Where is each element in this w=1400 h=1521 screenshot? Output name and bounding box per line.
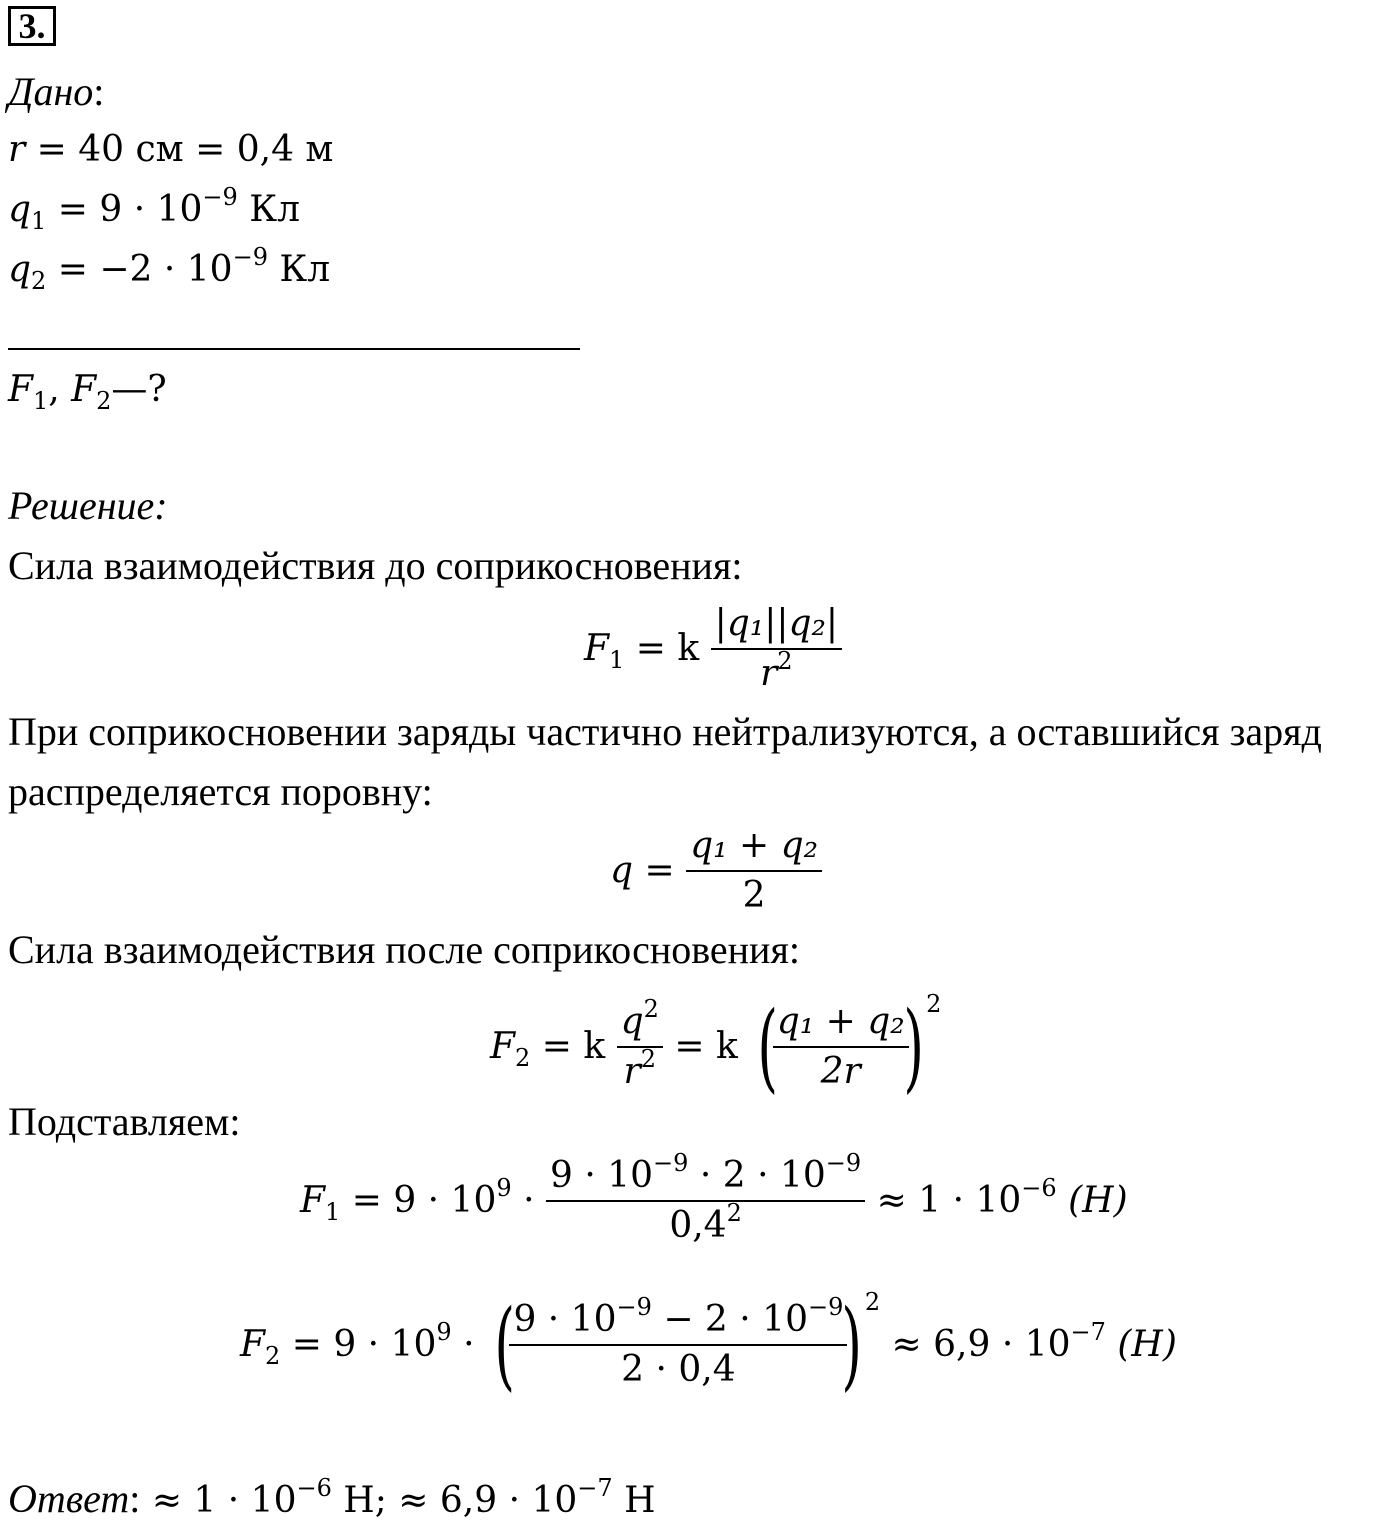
f2g-lhs: F	[490, 1026, 515, 1067]
f2n-approx-exp: −7	[1070, 1318, 1106, 1346]
f2n-num-a: 9 · 10	[513, 1299, 617, 1340]
f2g-inner-num: q₁ + q₂	[773, 1002, 909, 1048]
f2n-eq-exp: 9	[436, 1318, 452, 1346]
given-divider	[8, 348, 580, 350]
f1n-approx: ≈ 1 · 10	[876, 1180, 1022, 1221]
answer-a-unit: Н; ≈ 6,9 · 10	[331, 1480, 578, 1521]
solution-text-2a: При соприкосновении заряды частично нейтрализуются, а оставшийся заряд	[8, 709, 1322, 754]
f1n-num-b-exp: −9	[825, 1149, 862, 1177]
f2g-open-paren: (	[757, 991, 779, 1103]
given-q1	[8, 183, 300, 235]
given-q2-sub: 2	[31, 267, 47, 295]
solution-label: Решение:	[8, 483, 168, 528]
solution-text-4: Подставляем:	[8, 1099, 241, 1144]
f2g-lhs-sub: 2	[514, 1044, 531, 1072]
f1n-num-a-exp: −9	[653, 1149, 689, 1177]
given-q2	[8, 243, 331, 295]
f2g-inner-den: 2r	[820, 1051, 861, 1092]
f1g-den-exp: 2	[777, 647, 793, 675]
qg-numerator: q₁ + q₂	[686, 826, 822, 872]
f2n-fraction	[509, 1293, 847, 1390]
f1n-num-b: · 2 · 10	[688, 1155, 826, 1196]
f1g-lhs: F	[584, 628, 609, 669]
given-r-value: = 40 см = 0,4 м	[25, 129, 334, 170]
f2g-outer-exp: 2	[926, 990, 942, 1018]
given-q1-unit: Кл	[237, 189, 300, 230]
find-tail: —?	[111, 369, 167, 410]
qg-fraction	[686, 826, 822, 916]
given-q1-sub: 1	[31, 207, 47, 235]
f1g-fraction	[711, 604, 842, 694]
f2g-num-symbol: q	[620, 1001, 644, 1042]
f2n-open-paren: (	[494, 1289, 516, 1401]
solution-text-1: Сила взаимодействия до соприкосновения:	[8, 543, 743, 588]
f1n-lhs-sub: 1	[324, 1198, 341, 1226]
f2g-eq2: = k	[674, 1026, 738, 1067]
f1n-fraction	[546, 1149, 865, 1246]
f1g-eq: = k	[624, 628, 700, 669]
f2g-eq: = k	[530, 1026, 606, 1067]
answer-line	[8, 1468, 656, 1521]
given-q2-symbol: q	[8, 249, 32, 290]
f2n-dot: ·	[451, 1324, 475, 1365]
find-line	[8, 369, 167, 415]
problem-number: 3.	[8, 6, 56, 46]
answer-label: Ответ	[8, 1476, 130, 1521]
f2n-lhs-sub: 2	[264, 1342, 281, 1370]
f1g-lhs-sub: 1	[608, 646, 625, 674]
f1n-eq: = 9 · 10	[340, 1180, 497, 1221]
given-label-line	[8, 69, 105, 114]
f1n-eq-exp: 9	[496, 1174, 512, 1202]
f2g-fraction-2	[773, 1002, 909, 1092]
given-q1-symbol: q	[8, 189, 32, 230]
f1g-numerator: |q₁||q₂|	[711, 604, 842, 650]
find-f2: F	[71, 369, 97, 410]
f1n-den: 0,4	[669, 1205, 727, 1246]
f2n-lhs: F	[240, 1324, 265, 1365]
given-q2-rhs: = −2 · 10	[46, 249, 233, 290]
formula-q-general	[610, 826, 822, 916]
f2n-den: 2 · 0,4	[621, 1349, 736, 1390]
formula-f2-general	[490, 984, 942, 1103]
f2n-approx: ≈ 6,9 · 10	[891, 1324, 1071, 1365]
f1n-unit: (H)	[1056, 1180, 1128, 1221]
qg-lhs: q	[610, 850, 634, 891]
given-q2-unit: Кл	[267, 249, 331, 290]
given-q1-exp: −9	[202, 183, 238, 211]
f2g-num-exp: 2	[643, 995, 659, 1023]
given-label: Дано	[8, 69, 94, 114]
f2g-den-symbol: r	[623, 1051, 641, 1092]
given-r	[8, 130, 333, 170]
qg-denominator: 2	[742, 875, 766, 916]
given-r-symbol: r	[8, 129, 26, 170]
f2n-unit: (H)	[1105, 1324, 1177, 1365]
qg-eq: =	[633, 850, 675, 891]
f1n-approx-exp: −6	[1021, 1174, 1057, 1202]
answer-a: ≈ 1 · 10	[140, 1480, 297, 1521]
f2n-eq: = 9 · 10	[280, 1324, 437, 1365]
formula-f2-numeric	[240, 1282, 1177, 1401]
f2n-close-paren: )	[841, 1289, 863, 1401]
f2n-num-b-exp: −9	[807, 1293, 844, 1321]
formula-f1-general	[584, 604, 842, 694]
f1n-lhs: F	[300, 1180, 325, 1221]
f1n-num-a: 9 · 10	[549, 1155, 654, 1196]
answer-colon: :	[129, 1476, 141, 1521]
f1n-dot: ·	[511, 1180, 535, 1221]
find-sep: ,	[48, 369, 72, 410]
f1n-den-exp: 2	[726, 1199, 742, 1227]
f2n-num-a-exp: −9	[616, 1293, 652, 1321]
solution-text-2b: распределяется поровну:	[8, 769, 433, 814]
solution-text-3: Сила взаимодействия после соприкосновения:	[8, 927, 800, 972]
given-q2-exp: −9	[232, 243, 268, 271]
f1g-den-symbol: r	[760, 653, 778, 694]
find-f1-sub: 1	[32, 387, 49, 415]
find-f1: F	[8, 369, 33, 410]
f2g-close-paren: )	[903, 991, 924, 1103]
f2n-num-b: − 2 · 10	[651, 1299, 808, 1340]
f2g-den-exp: 2	[640, 1045, 656, 1073]
f2g-fraction-1	[617, 995, 663, 1092]
f2n-outer-exp: 2	[864, 1288, 881, 1316]
answer-b-exp: −7	[577, 1474, 613, 1502]
formula-f1-numeric	[300, 1149, 1128, 1246]
answer-b-unit: Н	[612, 1480, 656, 1521]
answer-a-exp: −6	[296, 1474, 332, 1502]
given-colon: :	[93, 69, 105, 114]
find-f2-sub: 2	[96, 387, 112, 415]
given-q1-rhs: = 9 · 10	[46, 189, 203, 230]
